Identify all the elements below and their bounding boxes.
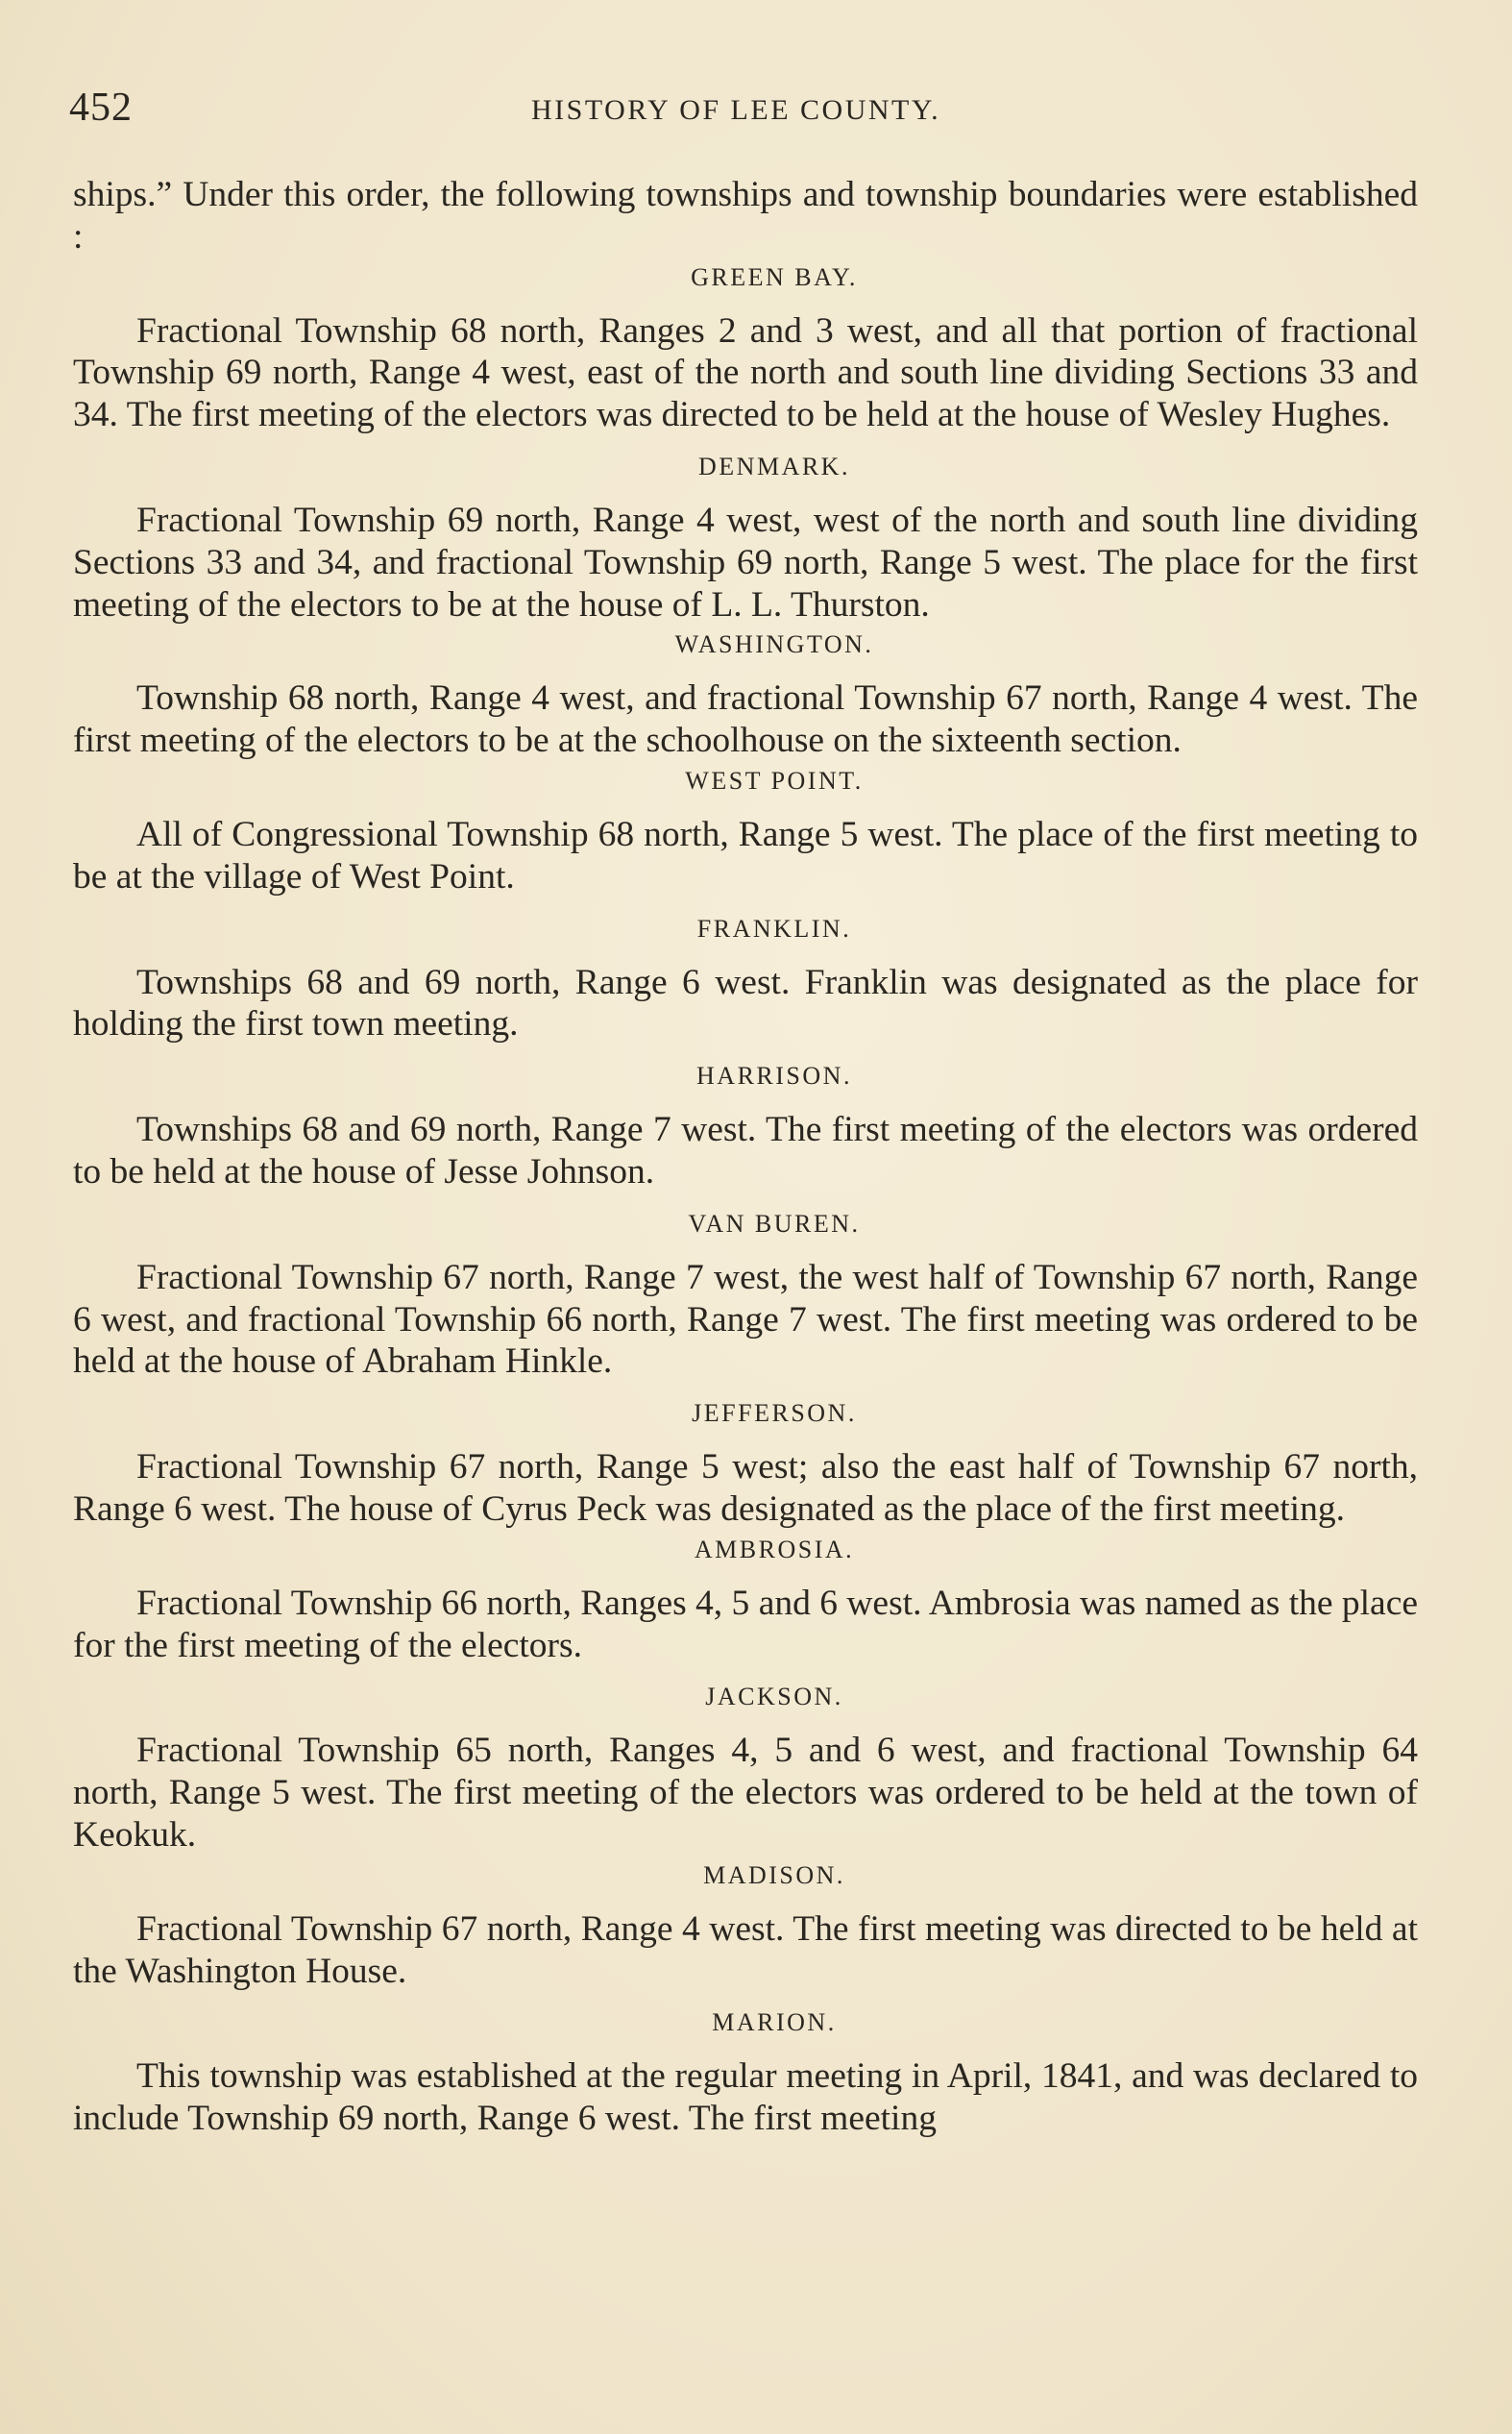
section-heading-jefferson: JEFFERSON.	[692, 1399, 857, 1428]
section-text-west-point: All of Congressional Township 68 north, Range 5 west. The place of the first meeting to be at the village of West Point.	[73, 814, 1418, 897]
running-title: HISTORY OF LEE COUNTY.	[531, 94, 941, 126]
section-text-marion: This township was established at the regular meeting in April, 1841, and was declared to include Township 69 north, Range 6 west. The first meeting	[73, 2056, 1418, 2139]
section-heading-green-bay: GREEN BAY.	[691, 262, 858, 291]
section-heading-madison: MADISON.	[703, 1860, 845, 1889]
running-head	[0, 85, 1512, 142]
section-heading-washington: WASHINGTON.	[674, 630, 874, 659]
section-heading-harrison: HARRISON.	[696, 1062, 852, 1091]
section-heading-west-point: WEST POINT.	[685, 766, 864, 795]
intro-paragraph: ships.” Under this order, the following townships and township boundaries were established :	[73, 175, 1418, 257]
section-heading-marion: MARION.	[712, 2008, 837, 2037]
body-text	[73, 174, 1418, 2140]
section-text-jackson: Fractional Township 65 north, Ranges 4, 5 and 6 west, and fractional Township 64 north, Range 5 west. The first meeting of the electors was ordered to be held at the town of Keokuk.	[73, 1731, 1418, 1855]
section-heading-jackson: JACKSON.	[705, 1683, 843, 1711]
section-text-green-bay: Fractional Township 68 north, Ranges 2 and 3 west, and all that portion of fractional Township 69 north, Range 4 west, east of the north and south line dividing Sections 33 and 34. The first meeting of the electors was directed to be held at the house of Wesley Hughes.	[73, 310, 1418, 435]
section-text-ambrosia: Fractional Township 66 north, Ranges 4, 5 and 6 west. Ambrosia was named as the place for the first meeting of the electors.	[73, 1583, 1418, 1665]
section-text-harrison: Townships 68 and 69 north, Range 7 west. The first meeting of the electors was ordered to be held at the house of Jesse Johnson.	[73, 1110, 1418, 1192]
section-text-franklin: Townships 68 and 69 north, Range 6 west. Franklin was designated as the place for holding the first town meeting.	[73, 962, 1418, 1045]
section-heading-denmark: DENMARK.	[698, 452, 850, 480]
section-text-madison: Fractional Township 67 north, Range 4 west. The first meeting was directed to be held at the Washington House.	[73, 1908, 1418, 1991]
section-heading-franklin: FRANKLIN.	[696, 914, 852, 943]
section-text-washington: Township 68 north, Range 4 west, and fractional Township 67 north, Range 4 west. The first meeting of the electors to be at the schoolhouse on the sixteenth section.	[73, 678, 1418, 761]
section-text-van-buren: Fractional Township 67 north, Range 7 west, the west half of Township 67 north, Range 6 west, and fractional Township 66 north, Range 7 west. The first meeting was ordered to be held at the house of Abraham Hinkle.	[73, 1257, 1418, 1382]
page-number: 452	[69, 86, 133, 130]
section-heading-ambrosia: AMBROSIA.	[694, 1535, 855, 1563]
section-text-denmark: Fractional Township 69 north, Range 4 west, west of the north and south line dividing Sections 33 and 34, and fractional Township 69 north, Range 5 west. The place for the first meeting of the electors to be at the house of L. L. Thurston.	[73, 500, 1418, 625]
section-heading-van-buren: VAN BUREN.	[688, 1209, 861, 1238]
section-text-jefferson: Fractional Township 67 north, Range 5 west; also the east half of Township 67 north, Range 6 west. The house of Cyrus Peck was designated as the place of the first meeting.	[73, 1447, 1418, 1529]
